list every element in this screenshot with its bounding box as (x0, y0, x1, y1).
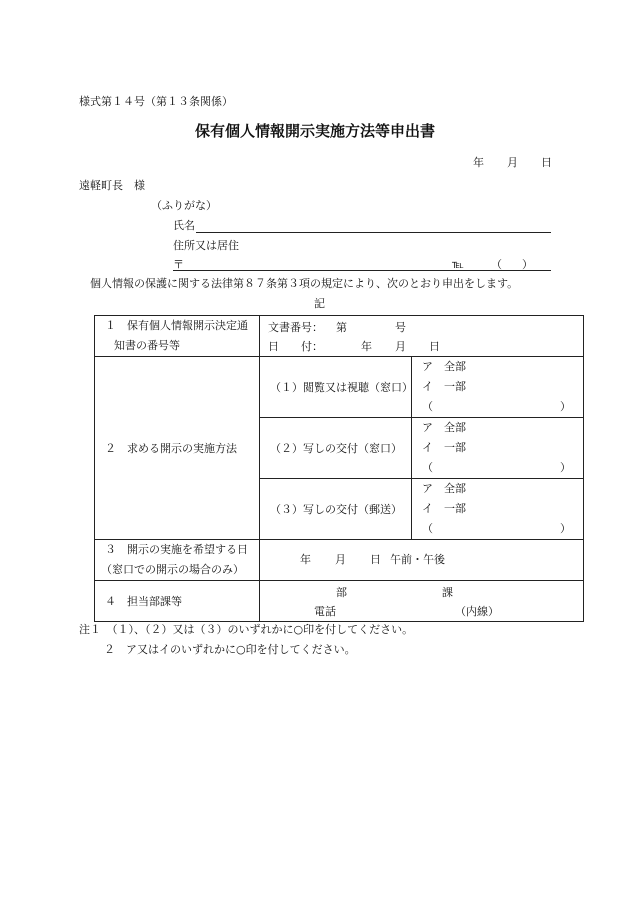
request-table (94, 315, 584, 622)
department-ka: 課 (442, 586, 453, 599)
row-method-1 (95, 357, 584, 418)
notice-date-month: 月 (395, 339, 406, 353)
name-label: 氏名 (173, 219, 195, 232)
department-tel: 電話 (314, 605, 336, 618)
department-value[interactable] (260, 581, 584, 622)
preferred-year: 年 (300, 553, 311, 566)
method-1-option-part[interactable] (412, 377, 583, 397)
notice-date-label: 日 付： (268, 339, 323, 353)
address-underline (173, 270, 551, 271)
method-3-option-part-text: イ 一部 (422, 502, 466, 515)
date-month: 月 (507, 156, 518, 169)
method-2-part-detail[interactable] (412, 458, 583, 478)
row-department (95, 581, 584, 622)
method-3-part-detail[interactable] (412, 519, 583, 539)
method-3-option-all[interactable] (412, 479, 583, 499)
addressee: 遠軽町長 様 (79, 179, 145, 192)
label-preferred-date-line1: ３ 開示の実施を希望する日 (105, 543, 248, 556)
method-2-paren-open: （ (422, 461, 433, 474)
method-1-label[interactable] (260, 357, 412, 418)
label-method (95, 357, 260, 540)
label-notice-number-line1: １ 保有個人情報開示決定通 (105, 319, 248, 332)
preferred-ampm: 午前・午後 (390, 553, 445, 566)
method-1-paren-open: （ (422, 400, 433, 413)
note-2: ２ ア又はイのいずれかに○印を付してください。 (104, 643, 356, 656)
method-2-option-part-text: イ 一部 (422, 441, 466, 454)
doc-number-dai: 第 (336, 320, 347, 334)
label-notice-number (95, 316, 260, 357)
method-1-option-part-text: イ 一部 (422, 380, 466, 393)
department-bu: 部 (336, 586, 347, 599)
preferred-month: 月 (335, 553, 346, 566)
row-preferred-date (95, 540, 584, 581)
page-title: 保有個人情報開示実施方法等申出書 (194, 122, 435, 140)
method-3-option-all-text: ア 全部 (422, 482, 466, 495)
label-department (95, 581, 260, 622)
form-number: 様式第１４号（第１３条関係） (79, 95, 233, 108)
method-1-option-all[interactable] (412, 357, 583, 377)
method-3-text: （３）写しの交付（郵送） (270, 503, 402, 516)
row-notice-number (95, 316, 584, 357)
ki-heading: 記 (314, 297, 325, 310)
date-day: 日 (541, 156, 552, 169)
tel-paren-open: （ (491, 258, 502, 271)
notice-date-year: 年 (361, 339, 372, 353)
address-label: 住所又は居住 (173, 239, 239, 252)
method-1-options[interactable] (412, 357, 584, 418)
tel-paren-close: ） (522, 258, 533, 271)
method-3-option-part[interactable] (412, 499, 583, 519)
doc-number-label: 文書番号： (268, 320, 323, 334)
notice-number-value[interactable] (260, 316, 584, 357)
method-3-paren-open: （ (422, 522, 433, 535)
department-ext: （内線） (455, 605, 499, 618)
name-underline (196, 232, 551, 233)
preferred-date-value[interactable] (260, 540, 584, 581)
method-1-option-all-text: ア 全部 (422, 360, 466, 373)
method-1-text: （１）閲覧又は視聴（窓口） (270, 381, 413, 394)
method-2-option-part[interactable] (412, 438, 583, 458)
method-1-part-detail[interactable] (412, 397, 583, 417)
label-notice-number-line2: 知書の番号等 (114, 339, 180, 352)
tel-label: ℡ (452, 258, 464, 271)
label-preferred-date (95, 540, 260, 581)
method-2-option-all-text: ア 全部 (422, 421, 466, 434)
method-2-option-all[interactable] (412, 418, 583, 438)
method-2-label[interactable] (260, 418, 412, 479)
label-preferred-date-line2: （窓口での開示の場合のみ） (101, 563, 244, 576)
notice-date-day: 日 (429, 339, 440, 353)
intro-text: 個人情報の保護に関する法律第８７条第３項の規定により、次のとおり申出をします。 (90, 277, 519, 290)
postal-mark: 〒 (173, 258, 184, 271)
doc-number-go: 号 (395, 320, 406, 334)
method-3-label[interactable] (260, 479, 412, 540)
label-department-text: ４ 担当部課等 (105, 595, 182, 608)
method-2-paren-close: ） (560, 461, 571, 474)
method-3-options[interactable] (412, 479, 584, 540)
method-2-text: （２）写しの交付（窓口） (270, 442, 402, 455)
method-3-paren-close: ） (560, 522, 571, 535)
method-2-options[interactable] (412, 418, 584, 479)
preferred-day: 日 (370, 553, 381, 566)
furigana-label: （ふりがな） (151, 199, 217, 212)
note-1: 注１ （１）、（２）又は（３）のいずれかに○印を付してください。 (79, 623, 414, 636)
label-method-text: ２ 求める開示の実施方法 (105, 442, 237, 455)
method-1-paren-close: ） (560, 400, 571, 413)
date-year: 年 (473, 156, 484, 169)
